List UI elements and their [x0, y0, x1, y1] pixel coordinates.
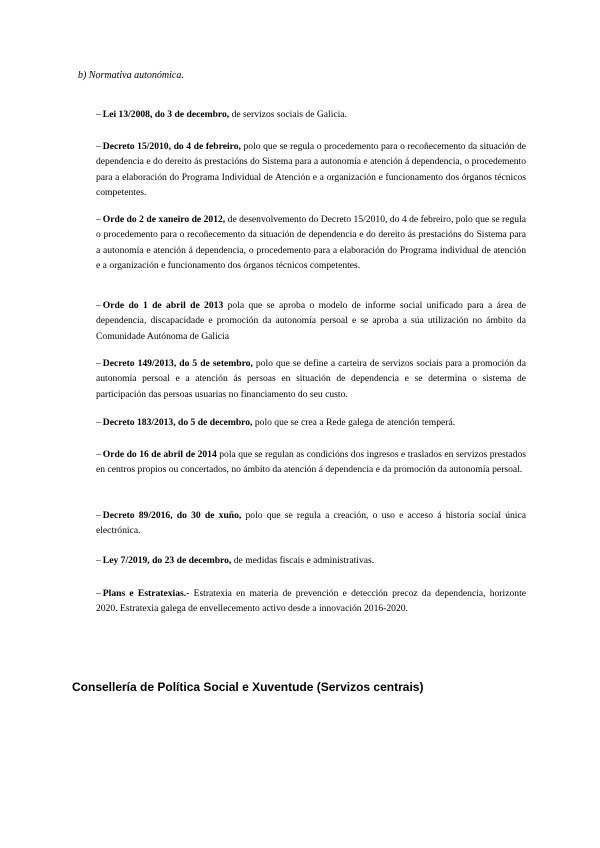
- item-dash: –: [96, 141, 101, 152]
- item-title: Ley 7/2019, do 23 de decembro,: [102, 555, 232, 566]
- item-text: polo que se regula o procedemento para o recoñecemento da situación de dependencia e do dereito ás prestacións do Sistema para a autonomía e atención á dependencia, o procedemento para a elaboración do Programa Individual de Atención e a organización e funcionamento dos órganos técnicos competentes.: [96, 141, 526, 199]
- item-text: Estratexia en materia de prevención e detección precoz da dependencia, horizonte 2020. Estratexia galega de envellecemento activo desde a innovación 2016-2020.: [96, 588, 526, 615]
- norm-item: [96, 508, 526, 539]
- norm-item: [96, 415, 526, 430]
- norm-item: [96, 298, 526, 344]
- norm-item: [96, 553, 526, 568]
- section-heading: Consellería de Política Social e Xuventude (Servizos centrais): [72, 680, 424, 694]
- item-text: de medidas fiscais e administrativas.: [231, 555, 375, 566]
- item-text: pola que se aproba o modelo de informe social unificado para a área de dependencia, discapacidade e promoción da autonomía persoal e se aproba a súa utilización no ámbito da Comunidade Autónoma de Galicia: [96, 300, 527, 342]
- item-dash: –: [96, 417, 101, 428]
- item-title: Decreto 183/2013, do 5 de decembro,: [102, 417, 253, 428]
- item-dash: –: [96, 555, 101, 566]
- item-text: polo que se crea a Rede galega de atención temperá.: [252, 417, 456, 428]
- section-label: b) Normativa autonómica.: [78, 70, 184, 81]
- norm-item: [96, 107, 526, 122]
- item-text: polo que se define a carteira de servizos sociais para a promoción da autonomía persoal e a atención ás persoas en situación de dependencia e se determina o sistema de participación das persoas usuarias no financiamento do seu custo.: [96, 358, 526, 400]
- item-title: Orde do 1 de abril de 2013: [102, 300, 224, 311]
- norm-item: [96, 586, 526, 617]
- item-dash: –: [96, 588, 101, 599]
- item-text: de desenvolvemento do Decreto 15/2010, do 4 de febreiro, polo que se regula o procedemento para o recoñecemento da situación de dependencia e do dereito ás prestacións do Sistema para a autonomía e atención á dependencia, o procedemento para a elaboración do Programa individual de atención e a organización e funcionamento dos órganos técnicos competentes.: [96, 214, 526, 272]
- item-text: de servizos sociais de Galicia.: [229, 109, 347, 120]
- item-text: polo que se regula a creación, o uso e acceso á historia social única electrónica.: [96, 510, 526, 537]
- item-dash: –: [96, 214, 101, 225]
- norm-item: [96, 356, 526, 402]
- item-dash: –: [96, 300, 101, 311]
- item-dash: –: [96, 109, 101, 120]
- item-title: Orde do 16 de abril de 2014: [102, 449, 217, 460]
- norm-item: [96, 212, 526, 274]
- item-title: Plans e Estratexias.-: [102, 588, 190, 599]
- item-dash: –: [96, 510, 101, 521]
- item-dash: –: [96, 449, 101, 460]
- item-title: Lei 13/2008, do 3 de decembro,: [102, 109, 230, 120]
- norm-item: [96, 139, 526, 201]
- item-title: Decreto 149/2013, do 5 de setembro,: [102, 358, 253, 369]
- item-title: Decreto 15/2010, do 4 de febreiro,: [102, 141, 241, 152]
- item-title: Orde do 2 de xaneiro de 2012,: [102, 214, 226, 225]
- item-dash: –: [96, 358, 101, 369]
- item-title: Decreto 89/2016, do 30 de xuño,: [102, 510, 242, 521]
- norm-item: [96, 447, 526, 478]
- item-text: pola que se regulan as condicións dos ingresos e traslados en servizos prestados en centros propios ou concertados, no ámbito da atención á dependencia e da promoción da autonomía persoal.: [96, 449, 526, 476]
